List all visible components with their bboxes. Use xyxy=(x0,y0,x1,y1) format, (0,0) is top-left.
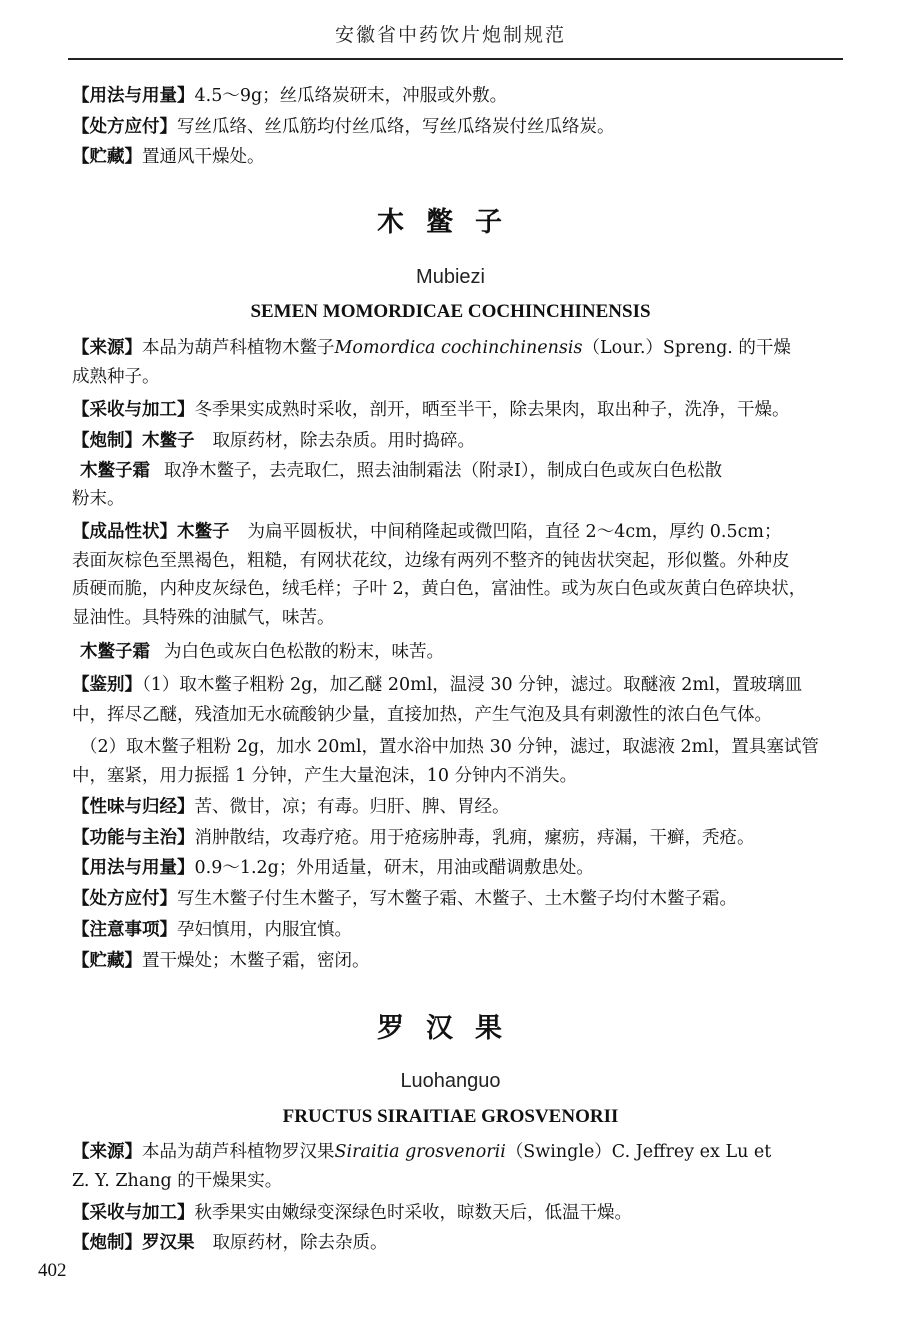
subsection-label: 罗汉果 xyxy=(142,1233,195,1253)
section-text: 取原药材，除去杂质。用时捣碎。 xyxy=(212,431,475,451)
section-text: 孕妇慎用，内服宜慎。 xyxy=(177,920,352,940)
identification-line-1 xyxy=(72,673,842,697)
section-label: 【注意事项】 xyxy=(72,920,177,940)
section-label: 【用法与用量】 xyxy=(72,858,195,878)
running-header: 安徽省中药饮片炮制规范 xyxy=(334,24,566,46)
entry-pinyin-mubiezi: Mubiezi xyxy=(416,266,485,288)
subsection-label: 木鳖子霜 xyxy=(80,461,150,481)
section-text: 写生木鳖子付生木鳖子，写木鳖子霜、木鳖子、土木鳖子均付木鳖子霜。 xyxy=(177,889,737,909)
section-text: 取原药材，除去杂质。 xyxy=(212,1233,388,1253)
section-text: 苦、微甘，凉；有毒。归肝、脾、胃经。 xyxy=(194,797,510,817)
section-label: 【鉴别】 xyxy=(72,675,142,695)
section-text: 消肿散结，攻毒疗疮。用于疮疡肿毒，乳痈，瘰疬，痔漏，干癣，秃疮。 xyxy=(194,828,755,848)
storage-line xyxy=(72,949,842,973)
characteristics-line-2: 表面灰棕色至黑褐色，粗糙，有网状花纹，边缘有两列不整齐的钝齿状突起，形似鳖。外种皮 xyxy=(72,551,790,571)
section-label: 【成品性状】 xyxy=(72,522,177,542)
section-text: （Swingle）C. Jeffrey ex Lu et xyxy=(505,1142,772,1162)
section-text: （1）取木鳖子粗粉 2g，加乙醚 20ml，温浸 30 分钟，滤过。取醚液 2ml，置玻璃皿 xyxy=(142,675,803,695)
characteristics-line-3: 质硬而脆，内种皮灰绿色，绒毛样；子叶 2，黄白色，富油性。或为灰白色或灰黄白色碎块状， xyxy=(72,579,807,599)
source-line-2: 成熟种子。 xyxy=(72,367,160,387)
section-label: 【炮制】 xyxy=(72,431,142,451)
process-line-1 xyxy=(72,429,842,453)
usage-line xyxy=(72,856,842,880)
subsection-label: 木鳖子 xyxy=(142,431,195,451)
section-text: 4.5～9g；丝瓜络炭研末，冲服或外敷。 xyxy=(194,86,508,106)
characteristics-line-5 xyxy=(80,640,850,664)
species-name: Siraitia grosvenorii xyxy=(334,1142,506,1162)
section-text: 冬季果实成熟时采收，剖开，晒至半干，除去果肉，取出种子，洗净，干燥。 xyxy=(194,400,790,420)
identification-line-4: 中，塞紧，用力振摇 1 分钟，产生大量泡沫，10 分钟内不消失。 xyxy=(72,766,578,786)
section-text: 置通风干燥处。 xyxy=(142,147,265,167)
section-text: 本品为葫芦科植物木鳖子 xyxy=(142,338,335,358)
section-label: 【功能与主治】 xyxy=(72,828,195,848)
prev-prescription-line xyxy=(72,115,842,139)
function-line xyxy=(72,826,842,850)
section-text: （Lour.）Spreng. 的干燥 xyxy=(582,338,791,358)
prev-storage-line xyxy=(72,145,842,169)
identification-line-3: （2）取木鳖子粗粉 2g，加水 20ml，置水浴中加热 30 分钟，滤过，取滤液 2ml，置具塞试管 xyxy=(80,737,819,757)
process-line-3: 粉末。 xyxy=(72,489,125,509)
section-label: 【采收与加工】 xyxy=(72,1203,195,1223)
nature-line xyxy=(72,795,842,819)
section-label: 【用法与用量】 xyxy=(72,86,195,106)
lhg-harvest-line xyxy=(72,1201,842,1225)
caution-line xyxy=(72,918,842,942)
section-label: 【来源】 xyxy=(72,1142,142,1162)
entry-title-mubiezi: 木鳖子 xyxy=(377,207,524,238)
harvest-line xyxy=(72,398,842,422)
characteristics-line-1 xyxy=(72,520,842,544)
section-label: 【采收与加工】 xyxy=(72,400,195,420)
header-rule xyxy=(68,58,843,60)
section-text: 写丝瓜络、丝瓜筋均付丝瓜络，写丝瓜络炭付丝瓜络炭。 xyxy=(177,117,615,137)
section-label: 【处方应付】 xyxy=(72,117,177,137)
section-text: 0.9～1.2g；外用适量，研末，用油或醋调敷患处。 xyxy=(194,858,594,878)
source-line xyxy=(72,336,842,360)
subsection-label: 木鳖子 xyxy=(177,522,230,542)
section-text: 取净木鳖子，去壳取仁，照去油制霜法（附录Ⅰ），制成白色或灰白色松散 xyxy=(164,461,723,481)
section-text: 秋季果实由嫩绿变深绿色时采收，晾数天后，低温干燥。 xyxy=(194,1203,632,1223)
identification-line-2: 中，挥尽乙醚，残渣加无水硫酸钠少量，直接加热，产生气泡及具有刺激性的浓白色气体。 xyxy=(72,705,772,725)
section-label: 【来源】 xyxy=(72,338,142,358)
process-line-2 xyxy=(80,459,850,483)
lhg-process-line xyxy=(72,1231,842,1255)
section-label: 【炮制】 xyxy=(72,1233,142,1253)
section-label: 【贮藏】 xyxy=(72,147,142,167)
section-text: 为白色或灰白色松散的粉末，味苦。 xyxy=(164,642,444,662)
section-text: 置干燥处；木鳖子霜，密闭。 xyxy=(142,951,370,971)
lhg-source-line-2: Z. Y. Zhang 的干燥果实。 xyxy=(72,1171,283,1191)
section-label: 【贮藏】 xyxy=(72,951,142,971)
section-label: 【处方应付】 xyxy=(72,889,177,909)
entry-latin-luohanguo: FRUCTUS SIRAITIAE GROSVENORII xyxy=(282,1106,619,1127)
section-label: 【性味与归经】 xyxy=(72,797,195,817)
page-number: 402 xyxy=(38,1260,67,1281)
lhg-source-line xyxy=(72,1140,842,1164)
section-text: 为扁平圆板状，中间稍隆起或微凹陷，直径 2～4cm，厚约 0.5cm； xyxy=(247,522,782,542)
entry-pinyin-luohanguo: Luohanguo xyxy=(400,1070,501,1092)
entry-title-luohanguo: 罗汉果 xyxy=(377,1013,524,1044)
species-name: Momordica cochinchinensis xyxy=(334,338,583,358)
section-text: 本品为葫芦科植物罗汉果 xyxy=(142,1142,335,1162)
characteristics-line-4: 显油性。具特殊的油腻气，味苦。 xyxy=(72,608,335,628)
prev-usage-line xyxy=(72,84,842,108)
entry-latin-mubiezi: SEMEN MOMORDICAE COCHINCHINENSIS xyxy=(250,301,651,322)
subsection-label: 木鳖子霜 xyxy=(80,642,150,662)
prescription-line xyxy=(72,887,842,911)
